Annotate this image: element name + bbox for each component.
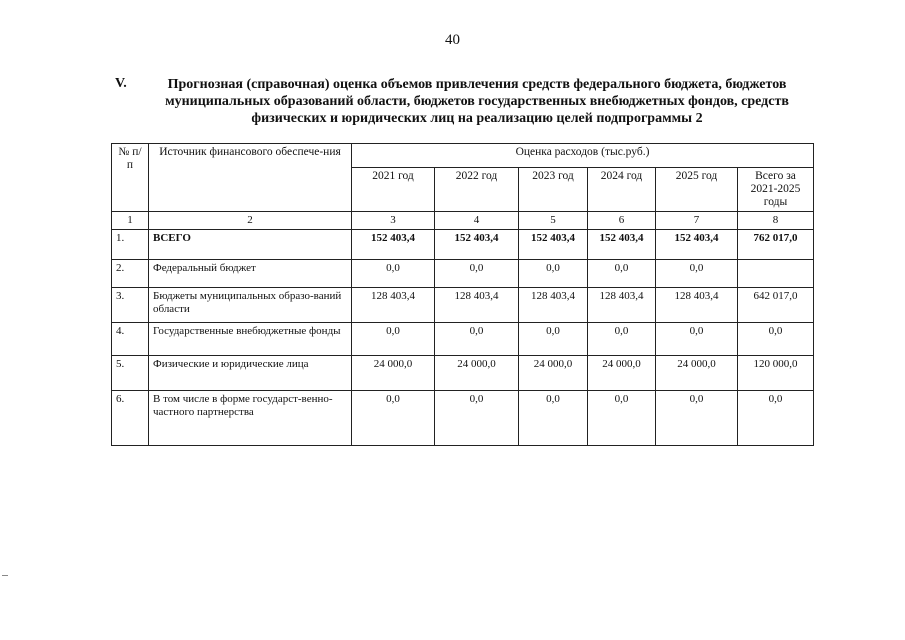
funding-table — [111, 143, 814, 446]
row-value: 152 403,4 — [656, 230, 738, 260]
col-number: 5 — [519, 212, 588, 230]
col-number: 2 — [149, 212, 352, 230]
row-name: ВСЕГО — [149, 230, 352, 260]
row-total: 642 017,0 — [738, 288, 814, 323]
row-value: 0,0 — [435, 260, 519, 288]
header-year-2022: 2022 год — [435, 168, 519, 212]
heading-line-2: муниципальных образований области, бюджетов государственных внебюджетных фондов, средств — [165, 94, 789, 109]
header-year-2021: 2021 год — [352, 168, 435, 212]
row-value: 152 403,4 — [435, 230, 519, 260]
table-row — [112, 260, 814, 288]
table-row — [112, 391, 814, 446]
row-name: В том числе в форме государст-венно-частного партнерства — [149, 391, 352, 446]
table-row — [112, 230, 814, 260]
col-number: 8 — [738, 212, 814, 230]
row-name: Физические и юридические лица — [149, 356, 352, 391]
row-num: 5. — [112, 356, 149, 391]
row-value: 0,0 — [352, 323, 435, 356]
row-value: 152 403,4 — [352, 230, 435, 260]
col-number: 7 — [656, 212, 738, 230]
row-value: 0,0 — [435, 323, 519, 356]
row-num: 3. — [112, 288, 149, 323]
row-name: Бюджеты муниципальных образо-ваний области — [149, 288, 352, 323]
col-number: 6 — [588, 212, 656, 230]
row-total: 120 000,0 — [738, 356, 814, 391]
row-value: 152 403,4 — [588, 230, 656, 260]
header-year-2025: 2025 год — [656, 168, 738, 212]
row-value: 0,0 — [519, 260, 588, 288]
row-value: 0,0 — [588, 391, 656, 446]
row-num: 6. — [112, 391, 149, 446]
page-number: 40 — [445, 32, 460, 48]
heading-line-3: физических и юридических лиц на реализацию целей подпрограммы 2 — [251, 111, 703, 126]
row-value: 0,0 — [588, 323, 656, 356]
row-name: Государственные внебюджетные фонды — [149, 323, 352, 356]
row-value: 128 403,4 — [656, 288, 738, 323]
table-header-row-1 — [112, 144, 814, 168]
row-value: 24 000,0 — [352, 356, 435, 391]
column-number-row — [112, 212, 814, 230]
row-value: 0,0 — [656, 323, 738, 356]
col-number: 1 — [112, 212, 149, 230]
row-value: 128 403,4 — [352, 288, 435, 323]
margin-mark — [2, 575, 8, 576]
row-value: 128 403,4 — [588, 288, 656, 323]
row-value: 128 403,4 — [519, 288, 588, 323]
row-value: 0,0 — [519, 391, 588, 446]
row-value: 24 000,0 — [435, 356, 519, 391]
row-value: 128 403,4 — [435, 288, 519, 323]
row-value: 24 000,0 — [519, 356, 588, 391]
header-year-2024: 2024 год — [588, 168, 656, 212]
row-value: 152 403,4 — [519, 230, 588, 260]
row-value: 0,0 — [435, 391, 519, 446]
row-value: 0,0 — [352, 260, 435, 288]
col-number: 3 — [352, 212, 435, 230]
heading-line-1: Прогнозная (справочная) оценка объемов привлечения средств федерального бюджета, бюджетов — [167, 77, 787, 92]
header-num: № п/п — [112, 144, 149, 212]
header-total: Всего за 2021-2025 годы — [738, 168, 814, 212]
table-row — [112, 356, 814, 391]
header-source: Источник финансового обеспече-ния — [149, 144, 352, 212]
row-name: Федеральный бюджет — [149, 260, 352, 288]
table-row — [112, 288, 814, 323]
row-value: 0,0 — [656, 391, 738, 446]
header-year-2023: 2023 год — [519, 168, 588, 212]
row-total — [738, 260, 814, 288]
header-expense-group: Оценка расходов (тыс.руб.) — [352, 144, 814, 168]
row-total: 0,0 — [738, 391, 814, 446]
row-value: 24 000,0 — [656, 356, 738, 391]
section-heading — [112, 76, 842, 127]
row-value: 0,0 — [588, 260, 656, 288]
row-num: 1. — [112, 230, 149, 260]
col-number: 4 — [435, 212, 519, 230]
row-num: 2. — [112, 260, 149, 288]
row-value: 0,0 — [352, 391, 435, 446]
row-num: 4. — [112, 323, 149, 356]
row-value: 0,0 — [656, 260, 738, 288]
row-total: 0,0 — [738, 323, 814, 356]
table-row — [112, 323, 814, 356]
row-total: 762 017,0 — [738, 230, 814, 260]
row-value: 0,0 — [519, 323, 588, 356]
row-value: 24 000,0 — [588, 356, 656, 391]
section-number: V. — [115, 76, 127, 91]
